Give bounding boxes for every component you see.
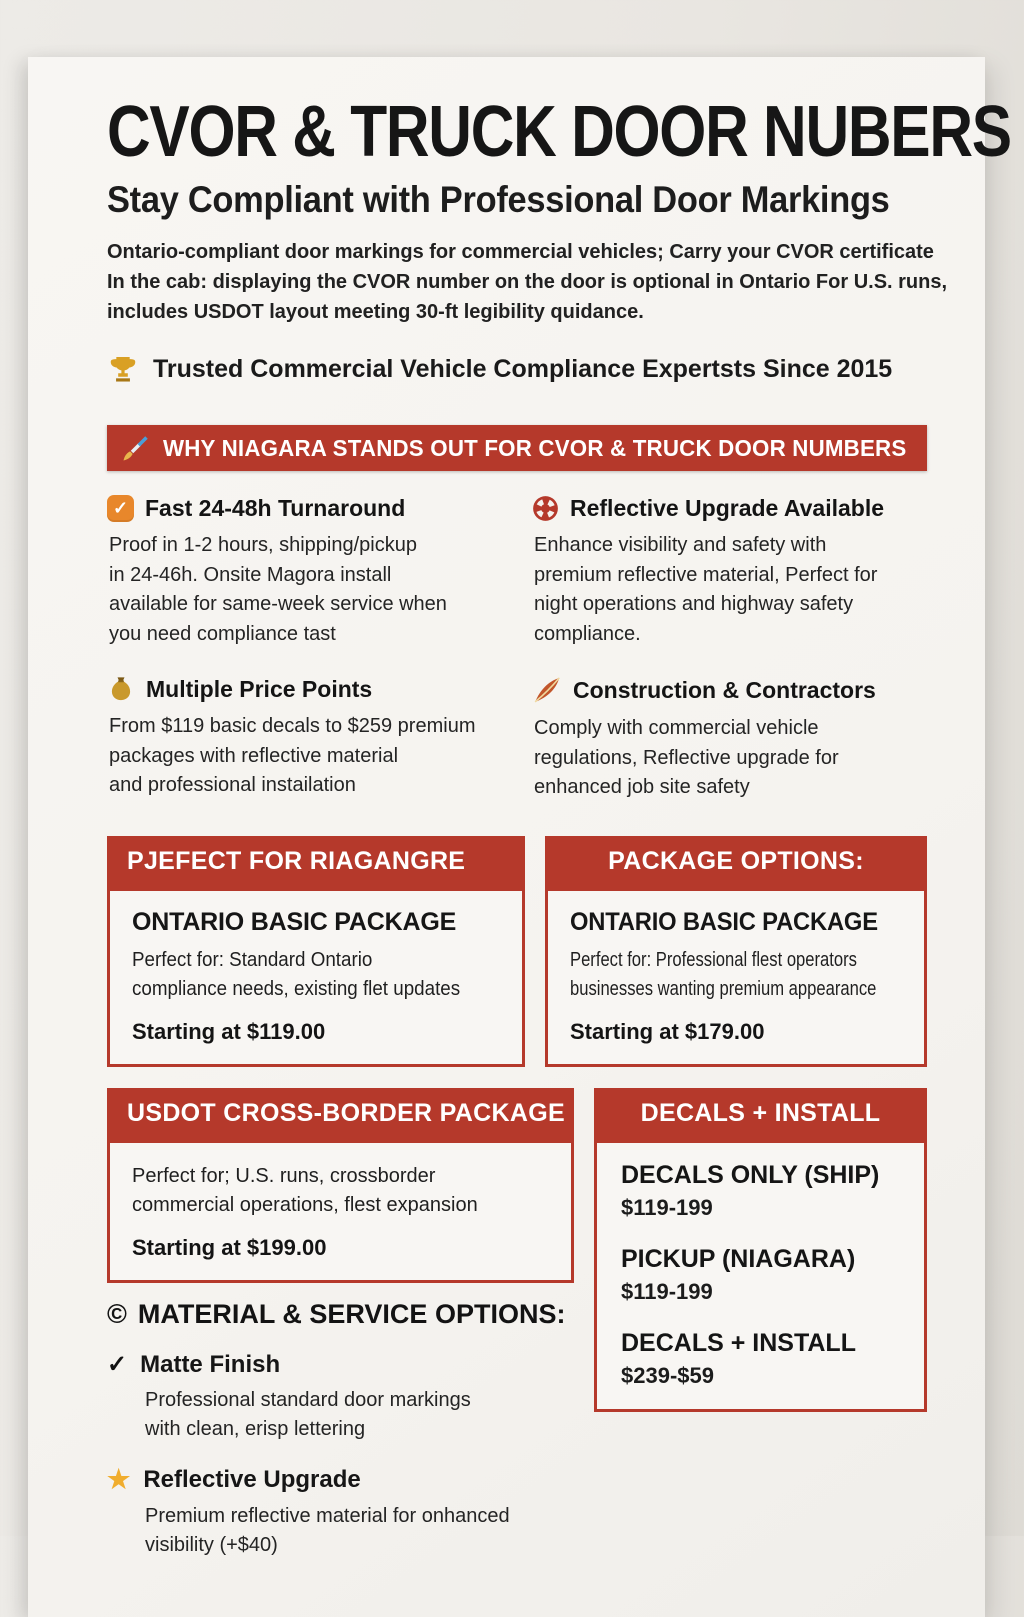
option-body	[145, 1386, 927, 1444]
intro-line: Ontario-compliant door markings for commercial vehicles; Carry your CVOR certificate	[107, 241, 934, 263]
page-title: CVOR & TRUCK DOOR NUBERS	[107, 92, 1011, 172]
feature-title-row	[532, 495, 927, 522]
card-description	[132, 1162, 549, 1220]
check-icon: ✓	[107, 1351, 128, 1378]
feature-title: Fast 24-48h Turnaround	[145, 495, 406, 521]
card-header: USDOT CROSS-BORDER PACKAGE	[107, 1088, 574, 1140]
option-line: Professional standard door markings	[145, 1389, 471, 1411]
card-body	[107, 1140, 574, 1283]
intro-line: In the cab: displaying the CVOR number on the door is optional in Ontario For U.S. runs,	[107, 271, 948, 293]
feature-title-row	[107, 495, 512, 522]
intro-paragraph	[107, 237, 948, 327]
feature-line: enhanced job site safety	[534, 776, 750, 798]
card-perfect-for-niagara	[107, 836, 525, 1067]
option-line: visibility (+$40)	[145, 1534, 278, 1556]
card-body	[545, 888, 927, 1067]
card-price: Starting at $119.00	[132, 1019, 326, 1044]
card-title: ONTARIO BASIC PACKAGE	[132, 908, 457, 936]
card-usdot-cross-border	[107, 1088, 574, 1283]
feature-fast-turnaround	[107, 495, 512, 649]
price-item-name: DECALS + INSTALL	[621, 1329, 856, 1357]
card-package-options	[545, 836, 927, 1067]
feature-line: and professional instailation	[109, 774, 356, 796]
feature-line: compliance.	[534, 622, 641, 645]
options-heading: MATERIAL & SERVICE OPTIONS:	[137, 1299, 566, 1329]
feature-line: From $119 basic decals to $259 premium	[109, 715, 476, 737]
check-badge-icon: ✓	[107, 495, 134, 522]
card-title: ONTARIO BASIC PACKAGE	[570, 908, 878, 936]
lifebuoy-icon	[532, 495, 559, 522]
page-subtitle: Stay Compliant with Professional Door Markings	[107, 179, 890, 220]
option-line: Premium reflective material for onhanced	[145, 1505, 510, 1527]
option-reflective-upgrade	[107, 1464, 927, 1560]
material-service-options	[107, 1299, 927, 1560]
option-matte-finish	[107, 1350, 927, 1444]
intro-line: includes USDOT layout meeting 30-ft legibility quidance.	[107, 301, 644, 323]
options-heading-row	[107, 1299, 927, 1330]
copyright-icon: ©	[107, 1299, 127, 1329]
card-body	[107, 888, 525, 1067]
price-item-value: $119-199	[621, 1279, 713, 1304]
section-banner	[107, 425, 927, 471]
feature-reflective-upgrade	[532, 495, 927, 649]
card-desc-line: compliance needs, existing flet updates	[132, 978, 461, 1000]
feature-body	[534, 714, 927, 803]
feature-price-points	[107, 675, 512, 803]
star-icon: ★	[107, 1464, 131, 1494]
feature-line: night operations and highway safety	[534, 593, 854, 615]
feature-title: Construction & Contractors	[573, 676, 876, 703]
feature-body	[109, 531, 512, 649]
feature-line: Proof in 1-2 hours, shipping/pickup	[109, 534, 417, 556]
option-title-row	[107, 1464, 927, 1495]
card-price: Starting at $199.00	[132, 1235, 327, 1260]
price-item-name: DECALS ONLY (SHIP)	[621, 1161, 880, 1189]
card-desc-line: Perfect for: Standard Ontario	[132, 949, 373, 971]
card-header: PJEFECT FOR RIAGANGRE	[107, 836, 525, 888]
flyer-sheet	[28, 57, 1011, 1617]
feature-title: Multiple Price Points	[146, 675, 373, 702]
package-cards-row-1	[107, 836, 927, 1067]
card-desc-line: Perfect for; U.S. runs, crossborder	[132, 1165, 436, 1187]
price-item-value: $119-199	[621, 1195, 713, 1220]
option-title: Matte Finish	[140, 1350, 281, 1378]
price-list-item	[621, 1161, 900, 1221]
feature-title-row	[107, 675, 512, 703]
feature-line: premium reflective material, Perfect for	[534, 563, 878, 586]
feature-line: available for same-week service when	[109, 593, 447, 615]
feature-line: packages with reflective material	[109, 744, 399, 767]
option-body	[145, 1502, 927, 1560]
feature-construction	[532, 675, 927, 803]
paintbrush-icon	[121, 433, 151, 463]
features-grid	[107, 495, 927, 803]
card-description	[570, 946, 902, 1004]
trophy-icon	[107, 353, 139, 385]
feature-line: in 24-46h. Onsite Magora install	[109, 563, 392, 586]
option-title-row	[107, 1350, 927, 1379]
tagline	[107, 353, 927, 385]
card-header: PACKAGE OPTIONS:	[545, 836, 927, 888]
feature-line: Enhance visibility and safety with	[534, 534, 827, 556]
card-desc-line: Perfect for: Professional flest operators	[570, 949, 857, 971]
option-title: Reflective Upgrade	[143, 1465, 361, 1493]
card-header: DECALS + INSTALL	[594, 1088, 927, 1140]
card-description	[132, 946, 500, 1004]
tagline-text: Trusted Commercial Vehicle Compliance Expertsts Since 2015	[153, 354, 893, 383]
money-bag-icon	[107, 675, 135, 703]
price-item-value: $239-$59	[621, 1363, 714, 1388]
card-desc-line: commercial operations, flest expansion	[132, 1194, 478, 1216]
card-desc-line: businesses wanting premium appearance	[570, 978, 877, 1000]
feature-body	[534, 531, 927, 649]
feature-title: Reflective Upgrade Available	[570, 495, 885, 521]
feather-icon	[532, 675, 562, 705]
feature-line: you need compliance tast	[109, 622, 336, 645]
option-line: with clean, erisp lettering	[145, 1418, 366, 1440]
banner-text: WHY NIAGARA STANDS OUT FOR CVOR & TRUCK DOOR NUMBERS	[163, 434, 907, 461]
feature-body	[109, 712, 512, 801]
feature-title-row	[532, 675, 927, 705]
feature-line: Comply with commercial vehicle	[534, 717, 819, 739]
feature-line: regulations, Reflective upgrade for	[534, 746, 839, 769]
card-price: Starting at $179.00	[570, 1019, 765, 1044]
price-list-item	[621, 1245, 900, 1305]
price-item-name: PICKUP (NIAGARA)	[621, 1245, 856, 1273]
